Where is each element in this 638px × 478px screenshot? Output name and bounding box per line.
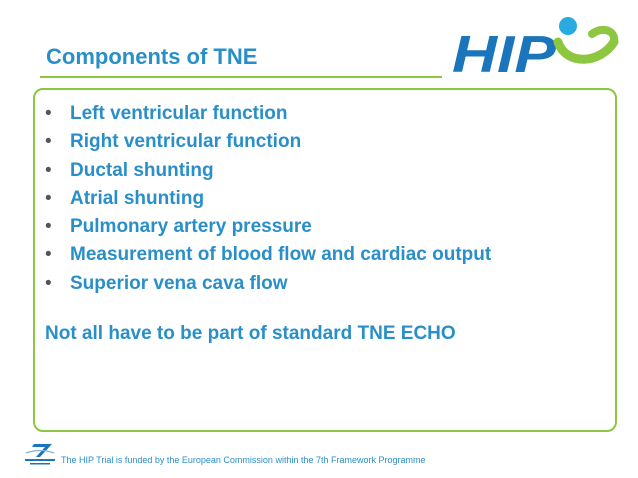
bullet-marker: • (45, 187, 52, 209)
list-item (45, 100, 491, 128)
bullet-text: Left ventricular function (70, 103, 288, 124)
hip-logo-text: HIP (452, 26, 557, 78)
content-box (33, 88, 617, 432)
bullet-text: Atrial shunting (70, 187, 205, 209)
bullet-text: Pulmonary artery pressure (70, 216, 312, 238)
hip-logo (452, 12, 622, 78)
bullet-marker: • (45, 216, 52, 238)
bullet-marker: • (45, 244, 52, 266)
list-item (45, 157, 491, 185)
fp7-logo-icon (22, 442, 58, 468)
slide-note: Not all have to be part of standard TNE ECHO (45, 323, 456, 344)
list-item (45, 270, 491, 298)
bullet-marker: • (45, 103, 52, 124)
list-item (45, 128, 491, 156)
slide-title: Components of TNE (46, 44, 258, 69)
bullet-marker: • (45, 131, 52, 153)
footer-text: The HIP Trial is funded by the European Commission within the 7th Framework Programme (61, 455, 426, 465)
bullet-text: Ductal shunting (70, 159, 214, 181)
bullet-marker: • (45, 272, 52, 294)
bullet-text: Right ventricular function (70, 131, 302, 153)
list-item (45, 241, 491, 269)
bullet-text: Measurement of blood flow and cardiac output (70, 244, 492, 266)
list-item (45, 213, 491, 241)
bullet-text: Superior vena cava flow (70, 272, 288, 294)
bullet-marker: • (45, 159, 52, 181)
title-divider (40, 76, 442, 78)
list-item (45, 185, 491, 213)
bullet-list (45, 100, 491, 298)
